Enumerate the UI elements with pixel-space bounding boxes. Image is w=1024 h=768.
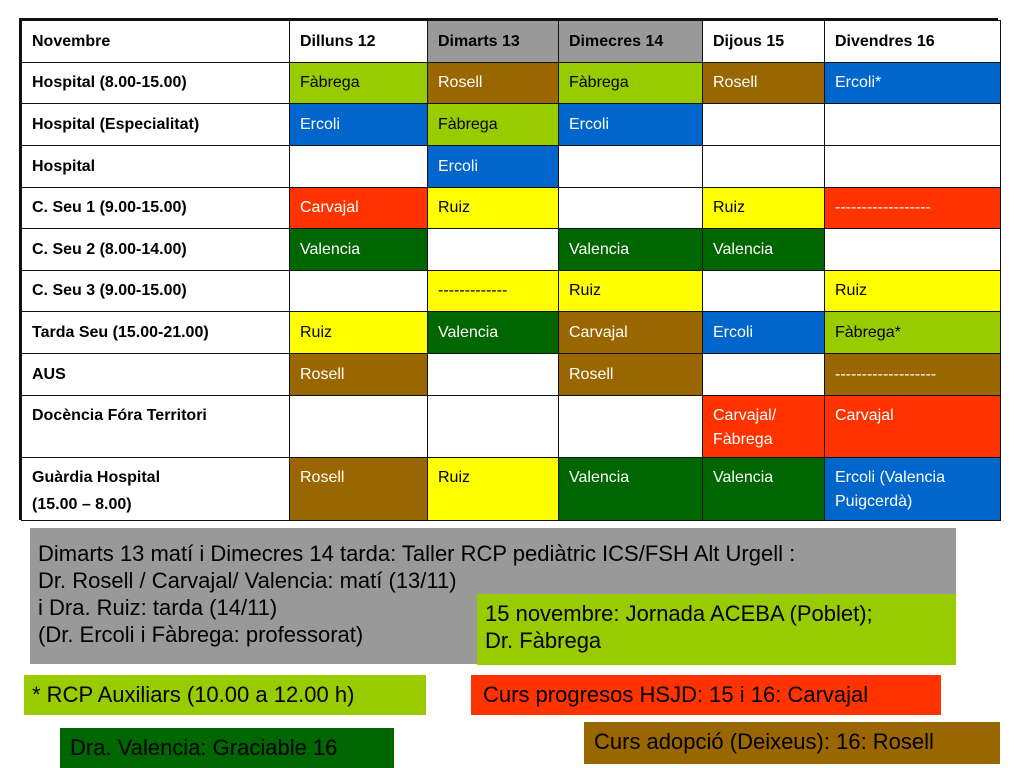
table-cell [703, 396, 825, 458]
aceba-note [477, 594, 956, 665]
cell-text: Fàbrega [300, 74, 360, 91]
row-label-text: Docència Fóra Territori [32, 407, 207, 424]
table-cell [290, 354, 428, 396]
table-row [22, 229, 1001, 271]
table-cell [428, 188, 559, 229]
cell-text: ------------------ [835, 199, 931, 216]
cell-text: Ruiz [438, 199, 471, 216]
table-cell [703, 188, 825, 229]
row-label [22, 312, 290, 354]
table-row [22, 188, 1001, 229]
cell-text: Valencia [569, 469, 630, 486]
table-cell [559, 63, 703, 104]
table-cell [825, 146, 1001, 188]
table-cell [428, 458, 559, 521]
cell-text: Ruiz [300, 323, 333, 341]
table-cell [290, 229, 428, 271]
table-row [22, 396, 1001, 458]
table-cell [825, 229, 1001, 271]
cell-text: Valencia [713, 240, 774, 258]
schedule-body [22, 63, 1001, 521]
table-cell [428, 104, 559, 146]
note-line: Curs progresos HSJD: 15 i 16: Carvajal [483, 682, 869, 707]
graciable-note [60, 728, 394, 768]
table-cell [703, 458, 825, 521]
cell-text: Ercoli [713, 323, 754, 341]
row-label-text: Hospital [32, 157, 96, 175]
cell-text: ------------- [438, 282, 508, 299]
table-cell [825, 63, 1001, 104]
note-line: (Dr. Ercoli i Fàbrega: professorat) [38, 622, 364, 647]
table-cell [290, 104, 428, 146]
note-line: Curs adopció (Deixeus): 16: Rosell [594, 729, 934, 754]
table-cell [559, 271, 703, 312]
table-cell [428, 63, 559, 104]
table-cell [559, 104, 703, 146]
table-cell [290, 188, 428, 229]
table-cell [290, 458, 428, 521]
cell-text: Valencia [569, 240, 630, 258]
row-label [22, 146, 290, 188]
cell-text: Carvajal [569, 323, 628, 341]
note-line: Dra. Valencia: Graciable 16 [70, 735, 338, 760]
row-label-text: Tarda Seu (15.00-21.00) [32, 323, 209, 341]
cell-text: Fàbrega [713, 431, 773, 448]
header-cell: Dimarts 13 [428, 21, 559, 63]
cell-text: Fàbrega* [835, 323, 901, 341]
table-cell [290, 146, 428, 188]
table-cell [559, 146, 703, 188]
table-cell [825, 104, 1001, 146]
table-cell [428, 396, 559, 458]
cell-text: Valencia [438, 323, 499, 341]
cell-text: ------------------- [835, 365, 937, 383]
table-cell [559, 312, 703, 354]
table-cell [825, 354, 1001, 396]
note-line: i Dra. Ruiz: tarda (14/11) [38, 595, 278, 620]
cell-text: Ercoli* [835, 74, 882, 91]
cell-text: Rosell [569, 365, 614, 383]
note-line: * RCP Auxiliars (10.00 a 12.00 h) [32, 682, 355, 707]
row-label [22, 188, 290, 229]
curs-adopcio-note [584, 722, 1000, 764]
table-cell [703, 146, 825, 188]
table-cell [703, 312, 825, 354]
table-row [22, 458, 1001, 521]
row-label-text: AUS [32, 365, 66, 383]
header-cell: Divendres 16 [825, 21, 1001, 63]
row-label-text: Hospital (Especialitat) [32, 115, 200, 133]
row-label [22, 104, 290, 146]
cell-text: Rosell [300, 365, 345, 383]
cell-text: Carvajal/ [713, 407, 777, 424]
table-cell [703, 229, 825, 271]
table-row [22, 271, 1001, 312]
table-cell [703, 63, 825, 104]
table-row [22, 354, 1001, 396]
curs-progresos-note [471, 675, 941, 715]
row-label [22, 63, 290, 104]
row-label [22, 458, 290, 521]
cell-text: Puigcerdà) [835, 493, 913, 510]
table-header-row [22, 21, 1001, 63]
cell-text: Fàbrega [569, 74, 629, 91]
header-cell: Novembre [22, 21, 290, 63]
table-cell [290, 271, 428, 312]
cell-text: Ruiz [569, 282, 602, 299]
row-label [22, 354, 290, 396]
cell-text: Ruiz [713, 199, 746, 216]
table-cell [825, 396, 1001, 458]
table-cell [825, 312, 1001, 354]
cell-text: Ruiz [835, 282, 868, 299]
row-label-text: Guàrdia Hospital [32, 469, 161, 486]
cell-text: Ercoli [569, 115, 610, 133]
cell-text: Ercoli [300, 115, 341, 133]
table-cell [428, 271, 559, 312]
note-line: 15 novembre: Jornada ACEBA (Poblet); [485, 601, 873, 626]
table-cell [559, 229, 703, 271]
table-cell [703, 104, 825, 146]
row-label-text: C. Seu 3 (9.00-15.00) [32, 282, 187, 299]
row-label-text: C. Seu 1 (9.00-15.00) [32, 199, 187, 216]
table-cell [290, 312, 428, 354]
table-cell [703, 354, 825, 396]
table-row [22, 63, 1001, 104]
schedule-table-wrapper [19, 18, 998, 520]
row-label-text: Hospital (8.00-15.00) [32, 74, 187, 91]
header-cell: Dimecres 14 [559, 21, 703, 63]
row-label-text: C. Seu 2 (8.00-14.00) [32, 240, 187, 258]
table-row [22, 146, 1001, 188]
row-label-text: (15.00 – 8.00) [32, 496, 132, 513]
header-cell: Dijous 15 [703, 21, 825, 63]
table-cell [825, 188, 1001, 229]
cell-text: Ercoli (Valencia [835, 469, 945, 486]
table-cell [825, 458, 1001, 521]
cell-text: Rosell [438, 74, 483, 91]
cell-text: Carvajal [835, 407, 894, 424]
rcp-auxiliars-note [24, 675, 426, 715]
table-cell [428, 312, 559, 354]
row-label [22, 271, 290, 312]
row-label [22, 229, 290, 271]
table-cell [428, 354, 559, 396]
table-cell [703, 271, 825, 312]
cell-text: Valencia [713, 469, 774, 486]
table-row [22, 312, 1001, 354]
cell-text: Carvajal [300, 199, 359, 216]
schedule-table [21, 20, 1001, 521]
table-cell [428, 229, 559, 271]
cell-text: Ercoli [438, 157, 479, 175]
table-cell [559, 354, 703, 396]
cell-text: Ruiz [438, 469, 471, 486]
table-cell [559, 188, 703, 229]
table-cell [290, 396, 428, 458]
row-label [22, 396, 290, 458]
table-cell [559, 458, 703, 521]
cell-text: Rosell [300, 469, 345, 486]
header-cell: Dilluns 12 [290, 21, 428, 63]
note-line: Dr. Fàbrega [485, 628, 602, 653]
table-cell [559, 396, 703, 458]
cell-text: Valencia [300, 240, 361, 258]
table-row [22, 104, 1001, 146]
cell-text: Fàbrega [438, 115, 498, 133]
table-cell [428, 146, 559, 188]
note-line: Dr. Rosell / Carvajal/ Valencia: matí (13/11) [38, 568, 457, 593]
table-cell [290, 63, 428, 104]
note-line: Dimarts 13 matí i Dimecres 14 tarda: Taller RCP pediàtric ICS/FSH Alt Urgell : [38, 541, 796, 566]
table-cell [825, 271, 1001, 312]
cell-text: Rosell [713, 74, 758, 91]
